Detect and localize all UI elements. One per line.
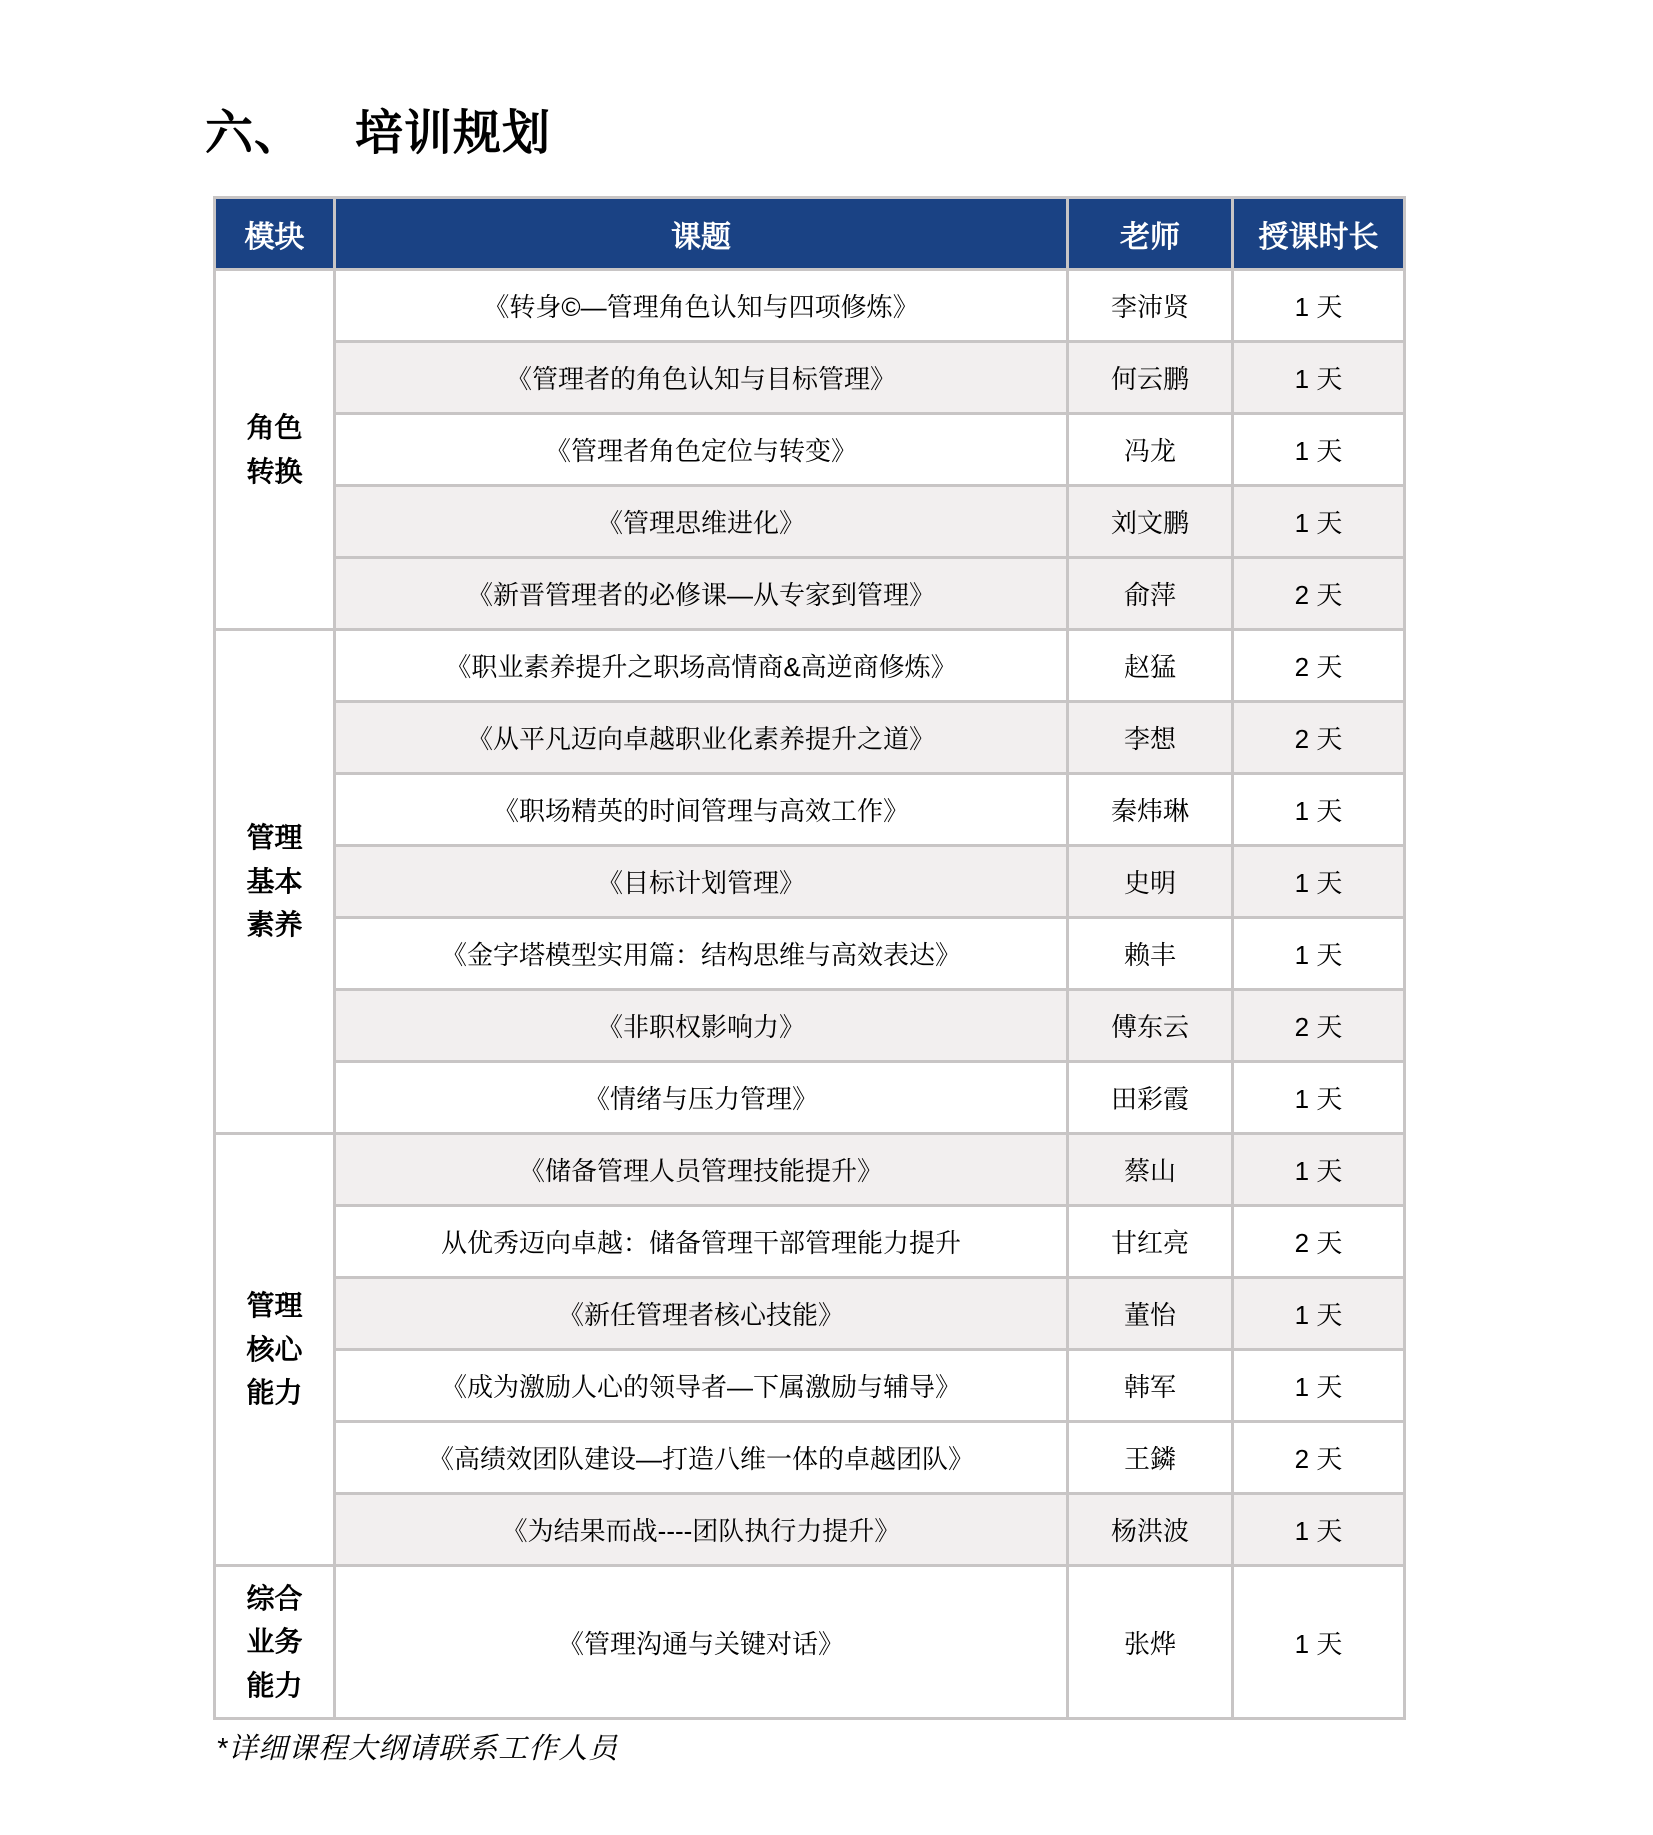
duration-cell: 1 天 [1233, 414, 1405, 486]
teacher-cell: 何云鹏 [1068, 342, 1233, 414]
course-row [215, 990, 1405, 1062]
course-row [215, 1134, 1405, 1206]
topic-cell: 《目标计划管理》 [335, 846, 1068, 918]
module-name: 管理核心能力 [246, 1290, 303, 1409]
teacher-cell: 史明 [1068, 846, 1233, 918]
course-row [215, 1062, 1405, 1134]
topic-cell: 从优秀迈向卓越：储备管理干部管理能力提升 [335, 1206, 1068, 1278]
topic-cell: 《非职权影响力》 [335, 990, 1068, 1062]
course-row [215, 1566, 1405, 1719]
teacher-cell: 甘红亮 [1068, 1206, 1233, 1278]
topic-cell: 《职场精英的时间管理与高效工作》 [335, 774, 1068, 846]
duration-cell: 2 天 [1233, 702, 1405, 774]
module-name: 角色转换 [246, 412, 303, 487]
teacher-cell: 李想 [1068, 702, 1233, 774]
teacher-cell: 韩军 [1068, 1350, 1233, 1422]
course-row [215, 630, 1405, 702]
topic-cell: 《金字塔模型实用篇：结构思维与高效表达》 [335, 918, 1068, 990]
column-header: 授课时长 [1233, 198, 1405, 270]
teacher-cell: 赖丰 [1068, 918, 1233, 990]
topic-cell: 《高绩效团队建设—打造八维一体的卓越团队》 [335, 1422, 1068, 1494]
teacher-cell: 傅东云 [1068, 990, 1233, 1062]
course-row [215, 846, 1405, 918]
section-number: 六、 [205, 107, 304, 160]
topic-cell: 《新任管理者核心技能》 [335, 1278, 1068, 1350]
topic-cell: 《从平凡迈向卓越职业化素养提升之道》 [335, 702, 1068, 774]
course-row [215, 558, 1405, 630]
duration-cell: 1 天 [1233, 918, 1405, 990]
course-row [215, 702, 1405, 774]
section-title-text: 培训规划 [355, 107, 552, 160]
course-row [215, 1278, 1405, 1350]
teacher-cell: 董怡 [1068, 1278, 1233, 1350]
duration-cell: 1 天 [1233, 1134, 1405, 1206]
topic-cell: 《管理思维进化》 [335, 486, 1068, 558]
duration-cell: 2 天 [1233, 558, 1405, 630]
footnote: *详细课程大纲请联系工作人员 [216, 1733, 619, 1765]
column-header: 模块 [215, 198, 335, 270]
topic-cell: 《情绪与压力管理》 [335, 1062, 1068, 1134]
duration-cell: 1 天 [1233, 1494, 1405, 1566]
teacher-cell: 刘文鹏 [1068, 486, 1233, 558]
duration-cell: 2 天 [1233, 990, 1405, 1062]
training-plan-table [213, 196, 1406, 1720]
topic-cell: 《储备管理人员管理技能提升》 [335, 1134, 1068, 1206]
topic-cell: 《职业素养提升之职场高情商&高逆商修炼》 [335, 630, 1068, 702]
teacher-cell: 杨洪波 [1068, 1494, 1233, 1566]
duration-cell: 2 天 [1233, 630, 1405, 702]
duration-cell: 1 天 [1233, 774, 1405, 846]
topic-cell: 《新晋管理者的必修课—从专家到管理》 [335, 558, 1068, 630]
course-row [215, 270, 1405, 342]
course-row [215, 918, 1405, 990]
module-name: 管理基本素养 [246, 822, 303, 941]
topic-cell: 《管理沟通与关键对话》 [335, 1566, 1068, 1719]
topic-cell: 《管理者角色定位与转变》 [335, 414, 1068, 486]
teacher-cell: 张烨 [1068, 1566, 1233, 1719]
duration-cell: 1 天 [1233, 1566, 1405, 1719]
duration-cell: 1 天 [1233, 846, 1405, 918]
column-header: 老师 [1068, 198, 1233, 270]
teacher-cell: 冯龙 [1068, 414, 1233, 486]
topic-cell: 《成为激励人心的领导者—下属激励与辅导》 [335, 1350, 1068, 1422]
course-row [215, 342, 1405, 414]
module-cell [215, 1134, 335, 1566]
duration-cell: 1 天 [1233, 1062, 1405, 1134]
table-header-row [215, 198, 1405, 270]
duration-cell: 1 天 [1233, 486, 1405, 558]
topic-cell: 《为结果而战----团队执行力提升》 [335, 1494, 1068, 1566]
course-row [215, 1350, 1405, 1422]
duration-cell: 2 天 [1233, 1422, 1405, 1494]
topic-cell: 《管理者的角色认知与目标管理》 [335, 342, 1068, 414]
teacher-cell: 蔡山 [1068, 1134, 1233, 1206]
module-cell [215, 1566, 335, 1719]
column-header: 课题 [335, 198, 1068, 270]
teacher-cell: 赵猛 [1068, 630, 1233, 702]
module-name: 综合业务能力 [246, 1582, 303, 1701]
module-cell [215, 630, 335, 1134]
teacher-cell: 李沛贤 [1068, 270, 1233, 342]
topic-cell: 《转身©—管理角色认知与四项修炼》 [335, 270, 1068, 342]
course-row [215, 1422, 1405, 1494]
duration-cell: 1 天 [1233, 1278, 1405, 1350]
duration-cell: 2 天 [1233, 1206, 1405, 1278]
page-title [205, 94, 551, 163]
teacher-cell: 俞萍 [1068, 558, 1233, 630]
duration-cell: 1 天 [1233, 270, 1405, 342]
course-row [215, 1206, 1405, 1278]
course-row [215, 1494, 1405, 1566]
teacher-cell: 秦炜琳 [1068, 774, 1233, 846]
duration-cell: 1 天 [1233, 342, 1405, 414]
duration-cell: 1 天 [1233, 1350, 1405, 1422]
course-row [215, 774, 1405, 846]
teacher-cell: 田彩霞 [1068, 1062, 1233, 1134]
module-cell [215, 270, 335, 630]
course-row [215, 486, 1405, 558]
teacher-cell: 王鏻 [1068, 1422, 1233, 1494]
course-row [215, 414, 1405, 486]
